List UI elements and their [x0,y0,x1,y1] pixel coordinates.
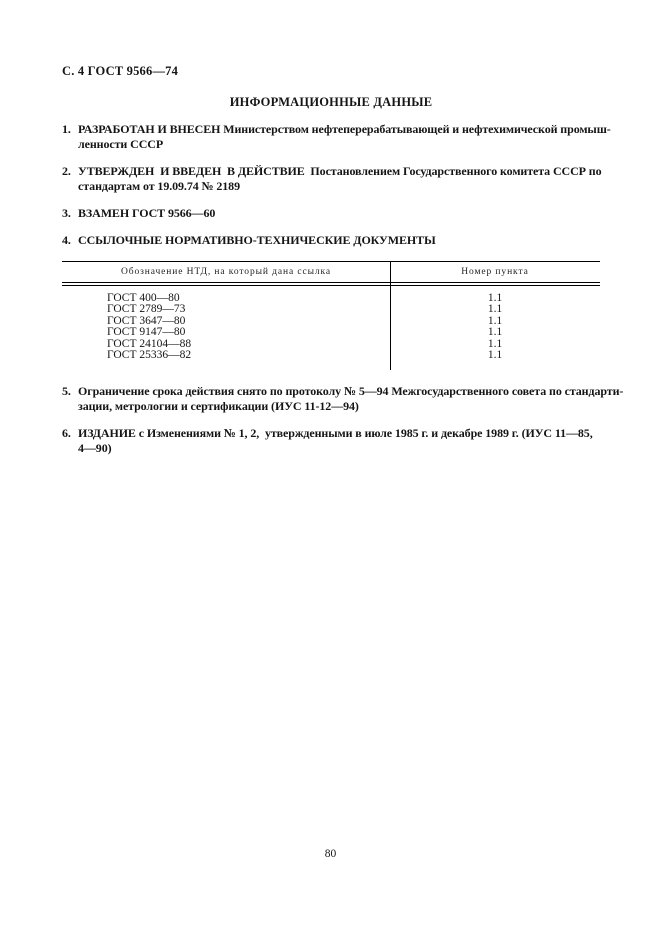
list-item-1 [62,122,611,152]
table-row [62,350,600,361]
list-item-2 [62,164,600,194]
item-number: 6. [62,426,71,441]
text-line: ССЫЛОЧНЫЕ НОРМАТИВНО-ТЕХНИЧЕСКИЕ ДОКУМЕНТЫ [78,233,436,247]
list-item-5 [62,384,624,414]
punkt-cell: 1.1 [487,292,503,304]
item-number: 3. [62,206,71,220]
text-line: зации, метрологии и сертификации (ИУС 11-12—94) [78,399,359,414]
text-line: ленности СССР [78,137,164,151]
item-number: 4. [62,233,71,247]
item-text [78,384,624,414]
column-header-punkt: Номер пункта [461,267,529,277]
ntd-cell: ГОСТ 3647—80 [107,314,186,327]
punkt-cell: 1.1 [487,349,503,362]
punkt-cell: 1.1 [487,326,503,339]
list-item-3 [62,206,600,221]
table-row [62,327,600,338]
item-number: 1. [62,122,71,136]
references-table [62,261,600,366]
ntd-cell: ГОСТ 400—80 [107,292,180,304]
text-line: РАЗРАБОТАН И ВНЕСЕН Министерством нефтеперерабатывающей и нефтехимической промыш- [78,122,611,136]
text-line: Ограничение срока действия снято по протоколу № 5—94 Межгосударственного совета по стандарти- [78,384,624,399]
item-number: 2. [62,164,71,178]
ntd-cell: ГОСТ 9147—80 [107,326,186,339]
running-header: С. 4 ГОСТ 9566—74 [62,64,179,78]
table-column-divider [390,262,391,370]
item-text [78,233,600,248]
item-text [78,206,600,221]
item-text [78,426,600,456]
item-text [78,164,600,194]
list-item-6 [62,426,600,456]
punkt-cell: 1.1 [487,314,503,327]
punkt-cell: 1.1 [487,337,503,350]
page-number: 80 [324,848,337,860]
ntd-cell: ГОСТ 24104—88 [107,337,192,350]
column-header-ntd: Обозначение НТД, на который дана ссылка [120,267,332,277]
table-header-row [62,262,600,282]
text-line: УТВЕРЖДЕН И ВВЕДЕН В ДЕЙСТВИЕ Постановлением Государственного комитета СССР по [78,164,602,178]
text-line: ИЗДАНИЕ с Изменениями № 1, 2, утвержденными в июле 1985 г. и декабре 1989 г. (ИУС 11—85, [78,426,593,441]
ntd-cell: ГОСТ 2789—73 [107,303,186,316]
list-item-4 [62,233,600,248]
text-line: 4—90) [78,441,112,456]
ntd-cell: ГОСТ 25336—82 [107,349,192,362]
punkt-cell: 1.1 [487,303,503,316]
page-content [62,64,624,456]
table-body [62,286,600,366]
section-title: ИНФОРМАЦИОННЫЕ ДАННЫЕ [229,95,433,109]
item-text [78,122,611,152]
item-number: 5. [62,384,71,399]
text-line: стандартам от 19.09.74 № 2189 [78,179,240,193]
text-line: ВЗАМЕН ГОСТ 9566—60 [78,206,216,220]
